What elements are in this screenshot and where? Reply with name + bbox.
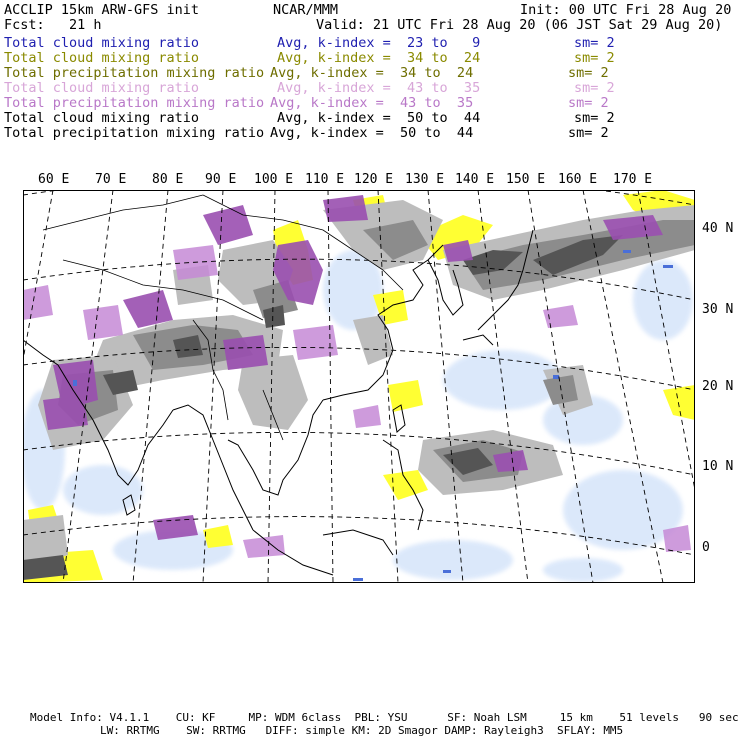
field-sm: sm= 2 [568,125,609,141]
field-sm: sm= 2 [568,65,609,81]
lon-label: 160 E [558,172,598,187]
lat-label: 30 N [702,302,734,317]
lat-label: 10 N [702,459,734,474]
field-sm: sm= 2 [574,80,615,96]
field-name: Total cloud mixing ratio [4,80,200,96]
valid-time: Valid: 21 UTC Fri 28 Aug 20 (06 JST Sat 29 Aug 20) [316,17,723,33]
field-name: Total precipitation mixing ratio [4,65,265,81]
lon-label: 140 E [455,172,495,187]
field-name: Total precipitation mixing ratio [4,125,265,141]
field-avg: Avg, k-index = 50 to 44 [277,110,481,126]
lat-label: 0 [702,540,710,555]
physics-info-line: LW: RRTMG SW: RRTMG DIFF: simple KM: 2D Smagor DAMP: Rayleigh3 SFLAY: MM5 [100,724,624,737]
lon-label: 100 E [254,172,294,187]
lat-label: 20 N [702,379,734,394]
lon-label: 110 E [305,172,345,187]
field-name: Total cloud mixing ratio [4,110,200,126]
lon-label: 90 E [205,172,237,187]
field-name: Total cloud mixing ratio [4,35,200,51]
plot-title: ACCLIP 15km ARW-GFS init [4,2,200,18]
forecast-hour: Fcst: 21 h [4,17,102,33]
field-name: Total precipitation mixing ratio [4,95,265,111]
field-sm: sm= 2 [568,95,609,111]
lon-label: 120 E [354,172,394,187]
forecast-map [23,190,695,583]
field-name: Total cloud mixing ratio [4,50,200,66]
field-avg: Avg, k-index = 34 to 24 [270,65,474,81]
field-avg: Avg, k-index = 43 to 35 [277,80,481,96]
field-sm: sm= 2 [574,35,615,51]
organization-label: NCAR/MMM [273,2,339,18]
lon-label: 80 E [152,172,184,187]
lon-label: 130 E [405,172,445,187]
field-avg: Avg, k-index = 50 to 44 [270,125,474,141]
lon-label: 150 E [506,172,546,187]
model-info-line: Model Info: V4.1.1 CU: KF MP: WDM 6class PBL: YSU SF: Noah LSM 15 km 51 levels 90 sec [30,711,739,724]
lon-label: 70 E [95,172,127,187]
lon-label: 60 E [38,172,70,187]
lon-label: 170 E [613,172,653,187]
field-avg: Avg, k-index = 43 to 35 [270,95,474,111]
init-time: Init: 00 UTC Fri 28 Aug 20 [520,2,732,18]
lat-label: 40 N [702,221,734,236]
field-sm: sm= 2 [574,50,615,66]
field-avg: Avg, k-index = 23 to 9 [277,35,481,51]
field-avg: Avg, k-index = 34 to 24 [277,50,481,66]
field-sm: sm= 2 [574,110,615,126]
